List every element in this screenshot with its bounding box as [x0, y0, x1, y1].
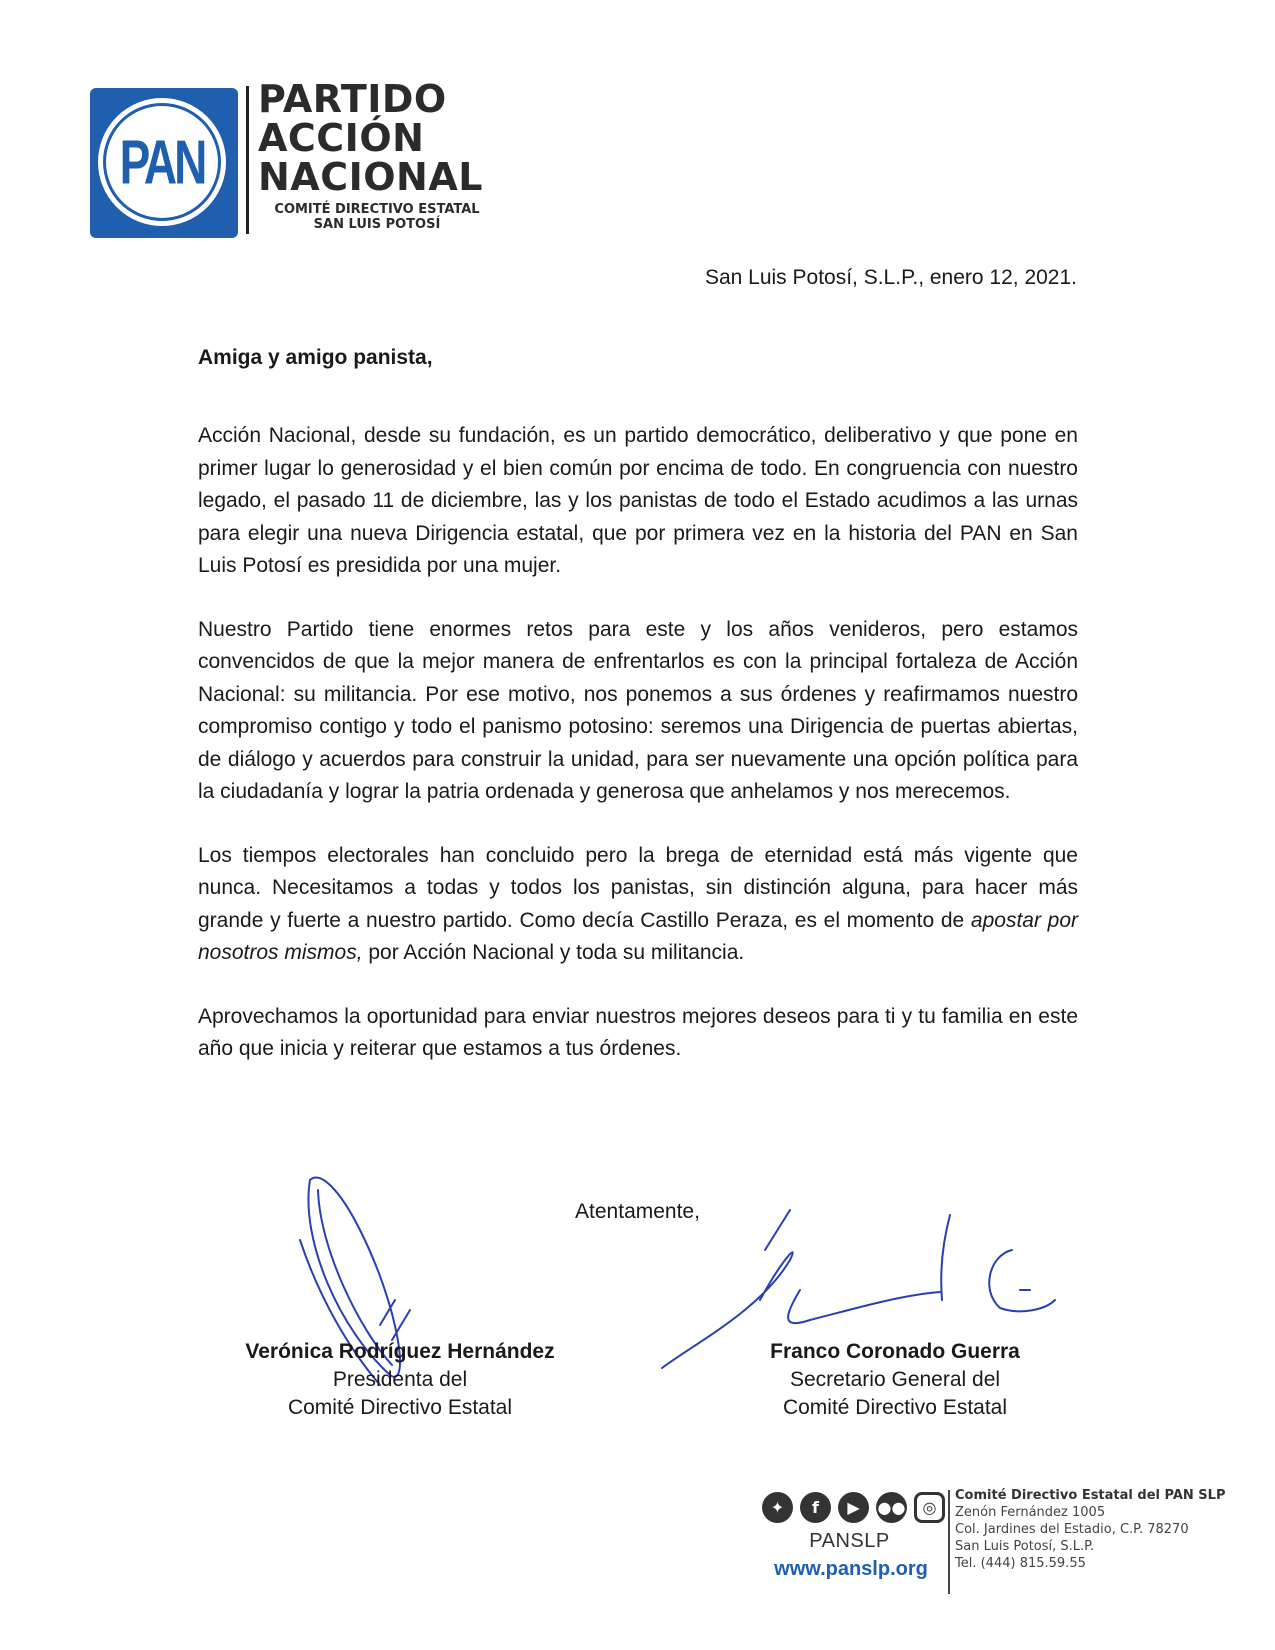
paragraph: Acción Nacional, desde su fundación, es un partido democrático, deliberativo y que pone en primer lugar lo generosidad y el bien común por encima de todo. En congruencia con nuestro legado, el pasado 11 de diciembre, las y los panistas de todo el Estado acudimos a las urnas para elegir una nueva Dirigencia estatal, que por primera vez en la historia del PAN en San Luis Potosí es presidida por una mujer.	[198, 424, 1078, 577]
social-icons	[762, 1492, 945, 1523]
letter-body	[198, 420, 1078, 1097]
paragraph-text: por Acción Nacional y toda su militancia.	[362, 941, 745, 964]
twitter-icon[interactable]: ✦	[762, 1492, 793, 1523]
paragraph-text: Los tiempos electorales han concluido pero la brega de eternidad está más vigente que nunca. Necesitamos a todas y todos los panistas, sin distinción alguna, para hacer más grande y fuerte a nuestro partido. Como decía Castillo Peraza, es el momento de	[198, 843, 1078, 932]
youtube-icon[interactable]: ▶	[838, 1492, 869, 1523]
committee-label	[258, 202, 496, 232]
instagram-icon[interactable]: ◎	[914, 1492, 945, 1523]
social-handle: PANSLP	[809, 1530, 890, 1552]
pan-logo	[90, 88, 238, 238]
committee-line: SAN LUIS POTOSÍ	[313, 217, 441, 232]
letterhead-divider	[246, 86, 249, 234]
address-line: Zenón Fernández 1005	[955, 1505, 1106, 1520]
emphasis-quote: apostar por nosotros mismos,	[198, 908, 1078, 964]
website-link[interactable]: www.panslp.org	[774, 1558, 928, 1580]
signer-name: Franco Coronado Guerra	[770, 1340, 1020, 1363]
signer-right	[700, 1338, 1090, 1422]
signer-title: Comité Directivo Estatal	[287, 1396, 513, 1419]
committee-line: COMITÉ DIRECTIVO ESTATAL	[274, 202, 480, 217]
signer-title: Comité Directivo Estatal	[782, 1396, 1008, 1419]
closing: Atentamente,	[575, 1200, 700, 1223]
paragraph	[198, 840, 1078, 970]
salutation: Amiga y amigo panista,	[198, 346, 433, 369]
signer-left	[200, 1338, 600, 1422]
party-name-line: ACCIÓN	[258, 116, 425, 160]
flickr-icon[interactable]: ●●	[876, 1492, 907, 1523]
footer-divider	[948, 1490, 950, 1594]
address-line: San Luis Potosí, S.L.P.	[955, 1539, 1095, 1554]
logo-text: PAN	[119, 126, 205, 198]
footer-address	[955, 1487, 1225, 1572]
address-line: Col. Jardines del Estadio, C.P. 78270	[955, 1522, 1189, 1537]
letter-date: San Luis Potosí, S.L.P., enero 12, 2021.	[704, 266, 1077, 289]
signer-name: Verónica Rodríguez Hernández	[245, 1340, 555, 1363]
signer-title: Secretario General del	[789, 1368, 1001, 1391]
paragraph: Aprovechamos la oportunidad para enviar nuestros mejores deseos para ti y tu familia en este año que inicia y reiterar que estamos a tus órdenes.	[198, 1004, 1078, 1060]
party-name	[258, 77, 483, 199]
party-name-line: PARTIDO	[258, 77, 447, 121]
address-line: Tel. (444) 815.59.55	[955, 1556, 1086, 1571]
signer-title: Presidenta del	[332, 1368, 468, 1391]
facebook-icon[interactable]: f	[800, 1492, 831, 1523]
address-org: Comité Directivo Estatal del PAN SLP	[955, 1488, 1226, 1503]
party-name-line: NACIONAL	[258, 155, 483, 199]
paragraph: Nuestro Partido tiene enormes retos para este y los años venideros, pero estamos convencidos de que la mejor manera de enfrentarlos es con la principal fortaleza de Acción Nacional: su militancia. Por ese motivo, nos ponemos a sus órdenes y reafirmamos nuestro compromiso contigo y todo el panismo potosino: seremos una Dirigencia de puertas abiertas, de diálogo y acuerdos para construir la unidad, para ser nuevamente una opción política para la ciudadanía y lograr la patria ordenada y generosa que anhelamos y nos merecemos.	[198, 617, 1078, 803]
